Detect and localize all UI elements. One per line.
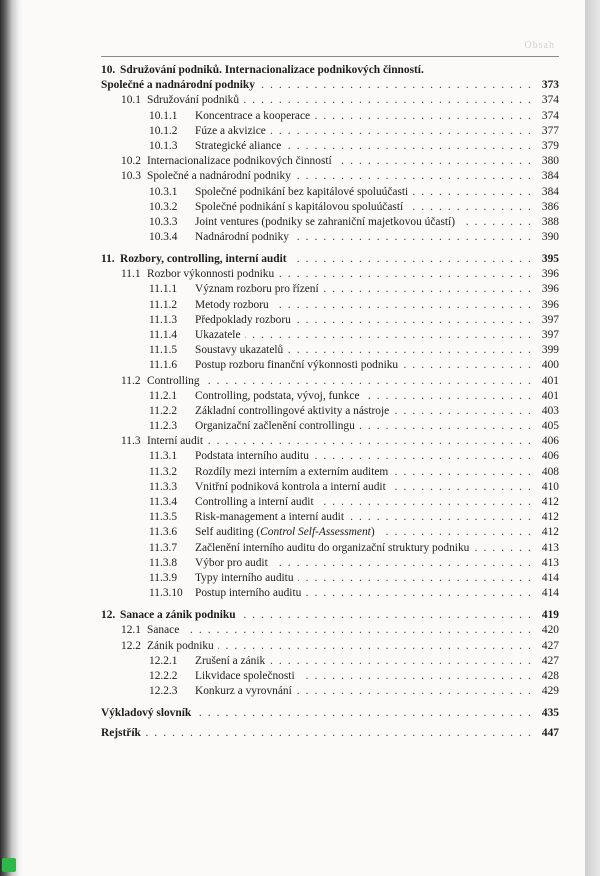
- toc-entry-number: 10.2: [121, 155, 141, 168]
- toc-row: [101, 556, 559, 571]
- toc-entry-number: 11.1.3: [149, 313, 178, 326]
- toc-page-number: 390: [533, 230, 559, 245]
- toc-entry-label: [101, 110, 314, 122]
- toc-spacer: [101, 699, 559, 706]
- toc-row: [101, 313, 559, 328]
- next-page-edge: [585, 0, 600, 876]
- toc-page-number: 396: [533, 282, 559, 297]
- toc-entry-number: 11.2.2: [149, 404, 178, 417]
- toc-row: [101, 230, 559, 245]
- toc-entry-title: Význam rozboru pro řízení: [195, 283, 319, 296]
- toc-entry-number: 12.: [101, 609, 116, 622]
- toc-entry-title: Předpoklady rozboru: [195, 313, 291, 326]
- toc-entry-label: [101, 466, 392, 478]
- toc-page-number: 414: [533, 586, 559, 601]
- toc-entry-title: Společné a nadnárodní podniky: [147, 170, 291, 183]
- toc-entry-title: Metody rozboru: [195, 298, 269, 311]
- toc-entry-title: Fúze a akvizice: [195, 124, 266, 137]
- toc-row: [101, 419, 559, 434]
- toc-entry-number: 12.2.2: [149, 669, 178, 682]
- toc-entry-title: Společné a nadnárodní podniky: [101, 79, 255, 92]
- toc-row: [101, 169, 559, 184]
- toc-entry-label: [101, 140, 285, 152]
- toc-entry-label: [101, 511, 348, 523]
- toc-page-number: 447: [533, 726, 559, 741]
- toc-entry-label: [101, 64, 428, 76]
- toc-row: [101, 298, 559, 313]
- toc-entry-number: 10.1.1: [149, 109, 178, 122]
- toc-row: [101, 495, 559, 510]
- toc-entry-label: [101, 186, 412, 198]
- toc-entry-title: Zrušení a zánik: [195, 654, 266, 667]
- toc-entry-label: [101, 201, 407, 213]
- toc-entry-label: [101, 390, 364, 402]
- toc-entry-title: Podstata interního auditu: [195, 450, 309, 463]
- toc-page-number: 401: [533, 374, 559, 389]
- toc-page-number: 420: [533, 623, 559, 638]
- toc-chapter-row: [101, 63, 559, 78]
- toc-entry-title: Koncentrace a kooperace: [195, 109, 311, 122]
- toc-entry-label: [101, 655, 269, 667]
- toc-page-number: 406: [533, 449, 559, 464]
- toc-row: [101, 465, 559, 480]
- toc-entry-label: [101, 557, 272, 569]
- toc-page-number: 384: [533, 169, 559, 184]
- toc-row: [101, 139, 559, 154]
- toc-entry-number: 10.1.3: [149, 139, 178, 152]
- toc-entry-number: 11.1.5: [149, 344, 178, 357]
- toc-entry-title: Sanace: [147, 624, 180, 637]
- toc-entry-title: Nadnárodní podniky: [195, 231, 289, 244]
- toc-page-number: 419: [533, 608, 559, 623]
- toc-row: [101, 669, 559, 684]
- toc-entry-title: Společné podnikání s kapitálovou spoluúčastí: [195, 200, 404, 213]
- toc-entry-number: 11.3: [121, 435, 141, 448]
- toc-row: [101, 185, 559, 200]
- toc-row: [101, 639, 559, 654]
- toc-entry-title: Controlling a interní audit: [195, 496, 314, 509]
- table-of-contents: [101, 63, 559, 741]
- toc-entry-label: [101, 609, 240, 621]
- toc-row: [101, 684, 559, 699]
- toc-page-number: 412: [533, 495, 559, 510]
- toc-entry-title: Výkladový slovník: [101, 707, 192, 720]
- toc-row: [101, 654, 559, 669]
- toc-entry-label: [101, 624, 183, 636]
- toc-page-number: 386: [533, 200, 559, 215]
- toc-entry-label: [101, 216, 459, 228]
- toc-entry-label: [101, 79, 259, 91]
- toc-entry-label: [101, 587, 305, 599]
- toc-page-number: 384: [533, 185, 559, 200]
- toc-page-number: 388: [533, 215, 559, 230]
- toc-backmatter-row: [101, 726, 559, 741]
- toc-entry-label: [101, 359, 402, 371]
- toc-entry-number: 11.3.3: [149, 480, 178, 493]
- toc-entry-label: [101, 329, 245, 341]
- toc-entry-label: [101, 542, 473, 554]
- toc-row: [101, 124, 559, 139]
- toc-entry-label: [101, 707, 195, 719]
- toc-entry-label: [101, 435, 207, 447]
- toc-entry-label: [101, 299, 273, 311]
- toc-row: [101, 525, 559, 540]
- toc-entry-label: [101, 94, 243, 106]
- toc-page-number: 408: [533, 465, 559, 480]
- toc-entry-number: 10.: [101, 64, 116, 76]
- toc-page-number: 396: [533, 298, 559, 313]
- toc-entry-number: 11.2.1: [149, 389, 178, 402]
- toc-entry-title: Postup rozboru finanční výkonnosti podniku: [195, 359, 399, 372]
- toc-entry-number: 10.3.3: [149, 215, 178, 228]
- toc-entry-title: Společné podnikání bez kapitálové spoluúčasti: [195, 185, 409, 198]
- toc-entry-number: 11.: [101, 253, 115, 266]
- toc-page-number: 400: [533, 358, 559, 373]
- toc-entry-title: Zánik podniku: [147, 639, 214, 652]
- toc-page-number: 435: [533, 706, 559, 721]
- toc-entry-label: [101, 314, 295, 326]
- toc-entry-label: [101, 496, 318, 508]
- toc-row: [101, 541, 559, 556]
- toc-entry-number: 12.2.3: [149, 685, 178, 698]
- toc-entry-number: 10.1.2: [149, 124, 178, 137]
- toc-row: [101, 434, 559, 449]
- toc-entry-title: Rozbory, controlling, interní audit: [120, 253, 287, 266]
- toc-entry-title: Sdružování podniků: [147, 94, 240, 107]
- toc-page-number: 403: [533, 404, 559, 419]
- toc-entry-number: 11.1.2: [149, 298, 178, 311]
- toc-page-number: 396: [533, 267, 559, 282]
- toc-row: [101, 449, 559, 464]
- toc-entry-title: Likvidace společnosti: [195, 669, 295, 682]
- toc-entry-label: [101, 268, 278, 280]
- toc-entry-title: Self auditing (: [195, 526, 261, 539]
- toc-row: [101, 586, 559, 601]
- toc-entry-number: 11.3.1: [149, 450, 178, 463]
- toc-page-number: 413: [533, 541, 559, 556]
- toc-entry-label: [101, 405, 393, 417]
- toc-entry-title-after: ): [370, 526, 375, 539]
- toc-entry-title: Rozdíly mezi interním a externím auditem: [195, 465, 389, 478]
- toc-page-number: 405: [533, 419, 559, 434]
- toc-page-number: 414: [533, 571, 559, 586]
- toc-entry-label: [101, 253, 291, 265]
- toc-page-number: 429: [533, 684, 559, 699]
- toc-page-number: 395: [533, 252, 559, 267]
- toc-entry-number: 11.3.9: [149, 571, 178, 584]
- toc-entry-title: Rozbor výkonnosti podniku: [147, 268, 275, 281]
- toc-row: [101, 571, 559, 586]
- toc-entry-label: [101, 231, 293, 243]
- book-gutter: [0, 0, 22, 876]
- toc-entry-label: [101, 640, 218, 652]
- toc-entry-label: [101, 670, 299, 682]
- toc-row: [101, 78, 559, 93]
- toc-page-number: 397: [533, 313, 559, 328]
- toc-row: [101, 389, 559, 404]
- green-marker: [2, 858, 16, 872]
- toc-entry-number: 10.3.2: [149, 200, 178, 213]
- toc-entry-number: 11.1.6: [149, 359, 178, 372]
- toc-entry-title: Výbor pro audit: [195, 556, 268, 569]
- toc-row: [101, 154, 559, 169]
- toc-page-number: 399: [533, 343, 559, 358]
- toc-entry-title: Controlling: [147, 374, 200, 387]
- toc-entry-title: Controlling, podstata, vývoj, funkce: [195, 389, 360, 402]
- toc-page-number: 428: [533, 669, 559, 684]
- toc-row: [101, 93, 559, 108]
- toc-row: [101, 623, 559, 638]
- toc-entry-title: Sdružování podniků. Internacionalizace podnikových činností.: [120, 64, 424, 76]
- toc-entry-title: Rejstřík: [101, 726, 141, 739]
- toc-row: [101, 343, 559, 358]
- toc-page-number: 412: [533, 525, 559, 540]
- toc-page-number: 401: [533, 389, 559, 404]
- toc-page-number: 374: [533, 93, 559, 108]
- toc-page-number: 410: [533, 480, 559, 495]
- toc-page-number: 406: [533, 434, 559, 449]
- toc-row: [101, 282, 559, 297]
- toc-entry-label: [101, 450, 313, 462]
- toc-row: [101, 510, 559, 525]
- toc-chapter-row: [101, 252, 559, 267]
- toc-row: [101, 109, 559, 124]
- toc-page-number: 377: [533, 124, 559, 139]
- toc-entry-number: 11.2.3: [149, 420, 178, 433]
- toc-entry-number: 10.1: [121, 94, 141, 107]
- toc-page-number: 397: [533, 328, 559, 343]
- toc-page-number: 413: [533, 556, 559, 571]
- toc-entry-number: 11.3.7: [149, 541, 178, 554]
- toc-row: [101, 267, 559, 282]
- toc-entry-title: Risk-management a interní audit: [195, 511, 344, 524]
- toc-entry-number: 11.3.2: [149, 465, 178, 478]
- toc-entry-title: Sanace a zánik podniku: [120, 609, 236, 622]
- toc-entry-number: 11.1.1: [149, 283, 178, 296]
- toc-page-number: 374: [533, 109, 559, 124]
- toc-entry-title: Vnitřní podniková kontrola a interní audit: [195, 480, 386, 493]
- toc-row: [101, 404, 559, 419]
- toc-chapter-row: [101, 608, 559, 623]
- toc-entry-number: 12.2: [121, 639, 141, 652]
- toc-row: [101, 480, 559, 495]
- toc-entry-title: Joint ventures (podniky se zahraniční majetkovou účastí): [195, 215, 456, 228]
- toc-spacer: [101, 601, 559, 608]
- toc-entry-label: [101, 420, 359, 432]
- toc-entry-title: Konkurz a vyrovnání: [195, 685, 292, 698]
- toc-page-number: 427: [533, 639, 559, 654]
- toc-entry-title-italic: Control Self-Assessment: [260, 526, 371, 539]
- toc-entry-number: 11.1: [121, 268, 141, 281]
- toc-entry-title: Internacionalizace podnikových činností: [147, 155, 332, 168]
- toc-entry-number: 12.1: [121, 624, 141, 637]
- toc-backmatter-row: [101, 706, 559, 721]
- toc-entry-label: [101, 375, 204, 387]
- toc-entry-number: 11.2: [121, 374, 141, 387]
- toc-entry-title: Začlenění interního auditu do organizační struktury podniku: [195, 541, 470, 554]
- toc-entry-number: 11.1.4: [149, 328, 178, 341]
- toc-entry-number: 11.3.5: [149, 511, 178, 524]
- toc-page-number: 380: [533, 154, 559, 169]
- toc-entry-label: [101, 344, 287, 356]
- toc-page-number: 427: [533, 654, 559, 669]
- toc-entry-number: 10.3.1: [149, 185, 178, 198]
- toc-entry-label: [101, 155, 336, 167]
- toc-entry-label: [101, 170, 295, 182]
- toc-spacer: [101, 245, 559, 252]
- toc-entry-label: [101, 481, 390, 493]
- toc-row: [101, 200, 559, 215]
- toc-entry-number: 11.3.6: [149, 526, 178, 539]
- toc-entry-title: Základní controllingové aktivity a nástroje: [195, 404, 390, 417]
- toc-row: [101, 215, 559, 230]
- toc-entry-label: [101, 526, 379, 538]
- toc-entry-title: Typy interního auditu: [195, 571, 294, 584]
- toc-page-number: 412: [533, 510, 559, 525]
- toc-entry-title: Strategické aliance: [195, 139, 282, 152]
- toc-row: [101, 374, 559, 389]
- header-rule: [101, 56, 559, 57]
- toc-entry-number: 10.3: [121, 170, 141, 183]
- toc-entry-label: [101, 572, 298, 584]
- toc-entry-number: 11.3.4: [149, 496, 178, 509]
- toc-entry-label: [101, 283, 323, 295]
- toc-entry-title: Postup interního auditu: [195, 587, 302, 600]
- toc-page-number: 379: [533, 139, 559, 154]
- toc-entry-title: Ukazatele: [195, 328, 241, 341]
- toc-entry-title: Soustavy ukazatelů: [195, 344, 284, 357]
- toc-row: [101, 328, 559, 343]
- toc-entry-label: [101, 727, 145, 739]
- toc-entry-title: Organizační začlenění controllingu: [195, 420, 355, 433]
- toc-page-number: 373: [533, 78, 559, 93]
- toc-entry-number: 11.3.10: [149, 587, 183, 600]
- toc-entry-label: [101, 125, 270, 137]
- toc-entry-title: Interní audit: [147, 435, 203, 448]
- faint-running-header: Obsah: [524, 40, 555, 51]
- toc-entry-label: [101, 685, 296, 697]
- toc-entry-number: 10.3.4: [149, 231, 178, 244]
- toc-entry-number: 12.2.1: [149, 654, 178, 667]
- toc-entry-number: 11.3.8: [149, 556, 178, 569]
- toc-row: [101, 358, 559, 373]
